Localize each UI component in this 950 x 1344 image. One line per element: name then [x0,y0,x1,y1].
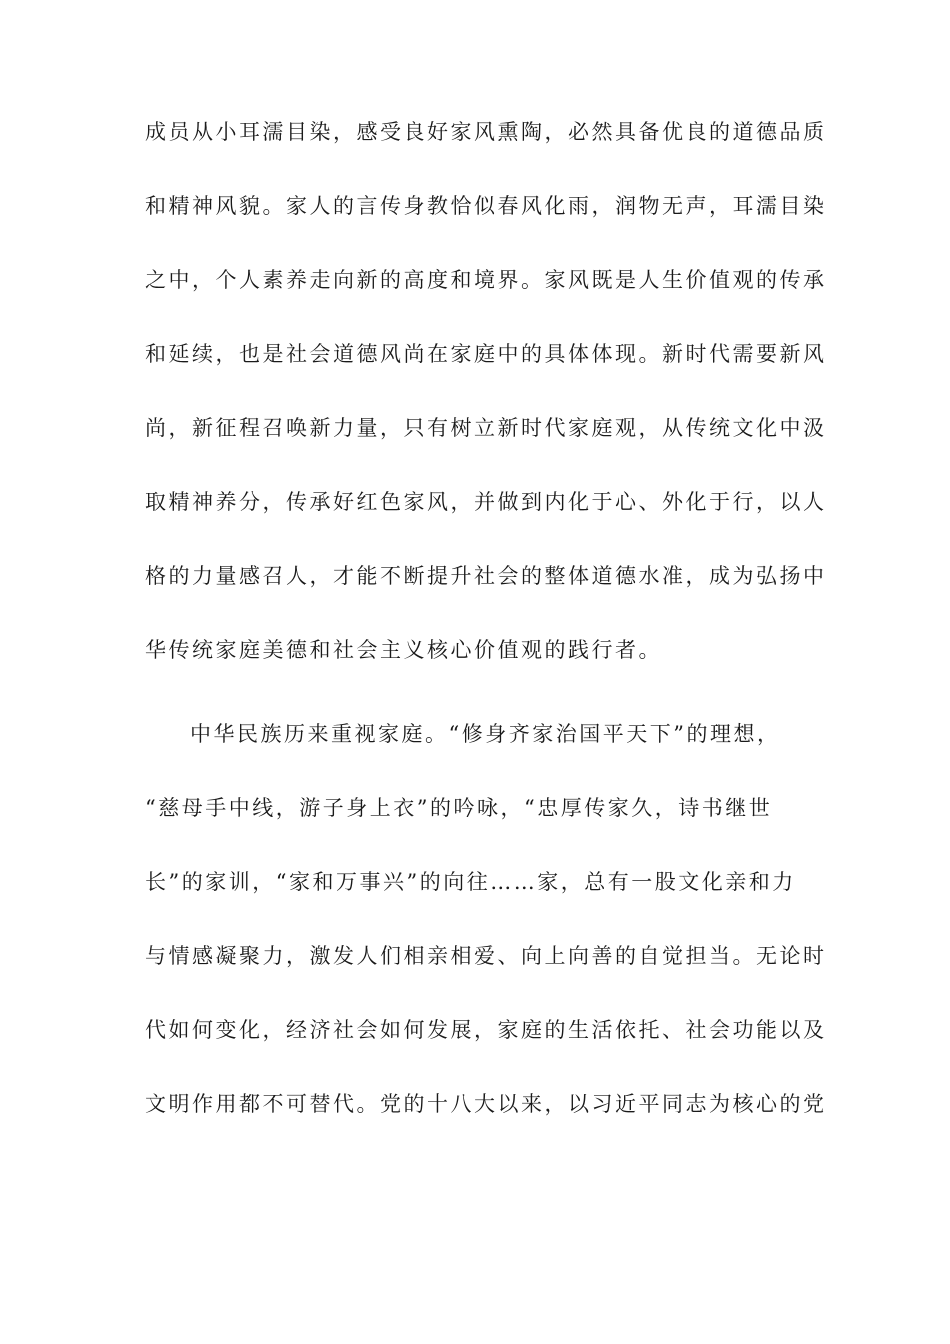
text-line: “慈母手中线，游子身上衣”的吟咏，“忠厚传家久，诗书继世 [145,796,773,820]
text-line: 取精神养分，传承好红色家风，并做到内化于心、外化于行，以人 [145,490,827,514]
text-line: 代如何变化，经济社会如何发展，家庭的生活依托、社会功能以及 [145,1018,827,1042]
text-line: 文明作用都不可替代。党的十八大以来，以习近平同志为核心的党 [145,1092,827,1116]
text-line: 之中，个人素养走向新的高度和境界。家风既是人生价值观的传承 [145,268,827,292]
text-line: 长”的家训，“家和万事兴”的向往……家，总有一股文化亲和力 [145,870,796,894]
text-line: 成员从小耳濡目染，感受良好家风熏陶，必然具备优良的道德品质 [145,120,827,144]
text-line: 和延续，也是社会道德风尚在家庭中的具体体现。新时代需要新风 [145,342,827,366]
text-line: 尚，新征程召唤新力量，只有树立新时代家庭观，从传统文化中汲 [145,416,827,440]
text-line: 和精神风貌。家人的言传身教恰似春风化雨，润物无声，耳濡目染 [145,194,827,218]
text-line: 中华民族历来重视家庭。“修身齐家治国平天下”的理想， [190,722,781,746]
text-line: 华传统家庭美德和社会主义核心价值观的践行者。 [145,638,662,662]
text-line: 格的力量感召人，才能不断提升社会的整体道德水准，成为弘扬中 [145,564,827,588]
text-line: 与情感凝聚力，激发人们相亲相爱、向上向善的自觉担当。无论时 [145,944,827,968]
